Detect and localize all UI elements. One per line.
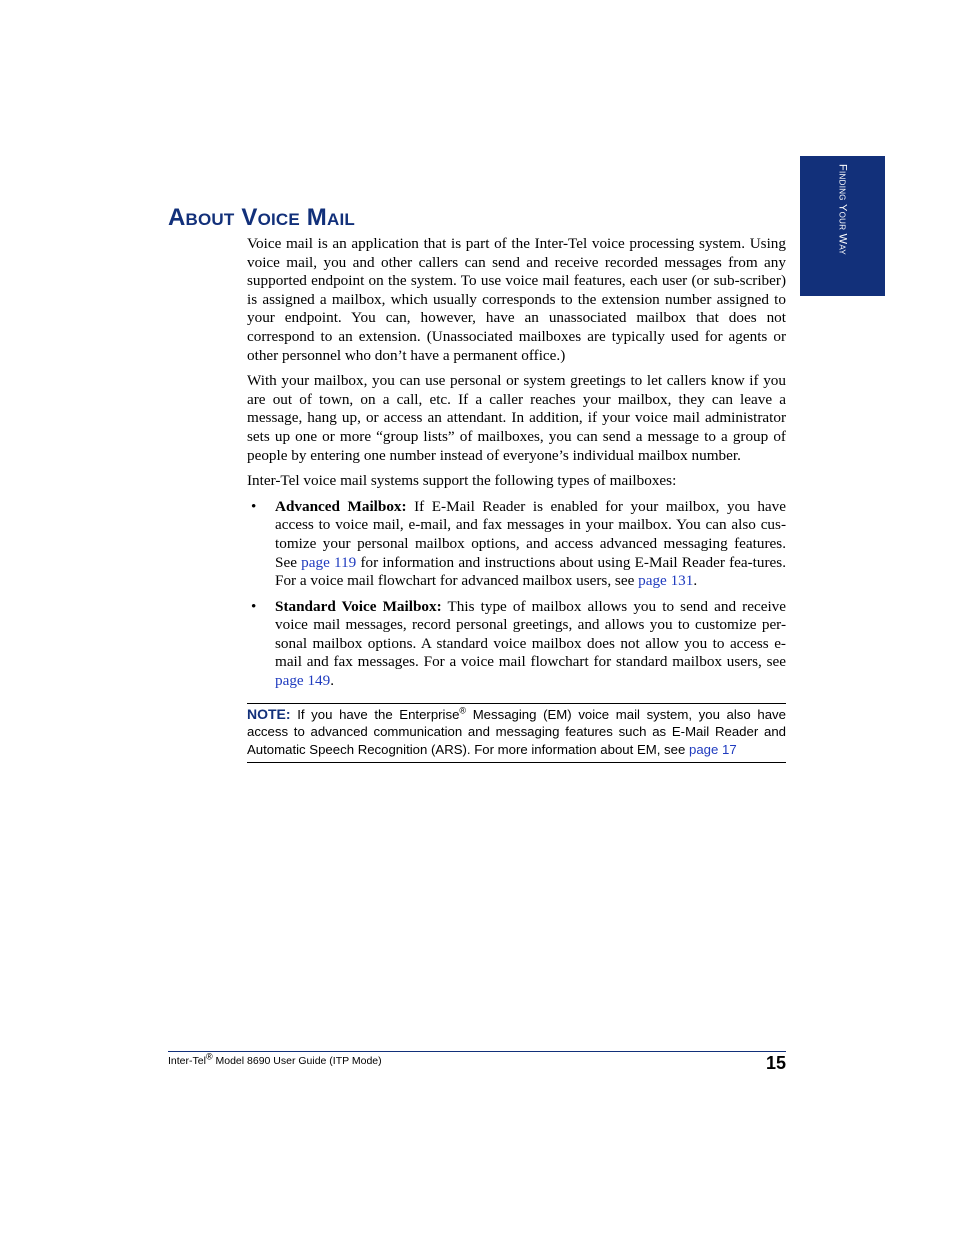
note-text: If you have the Enterprise <box>290 706 460 722</box>
footer-title <box>168 1051 382 1067</box>
bullet-text: If E-Mail Reader is enabled for your mailbox, you have access to voice mail, e-mail, and fax messages in your mailbox. You can also cus-tomize your personal mailbox options, and access advanced messaging features. See <box>275 497 786 571</box>
section-heading: About Voice Mail <box>168 204 355 231</box>
footer-brand: Inter-Tel <box>168 1055 206 1067</box>
bullet-title: Standard Voice Mailbox: <box>275 597 442 615</box>
page-link[interactable]: page 149 <box>275 672 331 690</box>
mailbox-type-list <box>247 498 786 691</box>
bullet-text: This type of mailbox allows you to send and receive voice mail messages, record personal greetings, and allows you to customize per-sonal mailbox options. A standard voice mailbox does not allow you to access e-mail and fax messages. For a voice mail flowchart for standard mailbox users, see <box>275 597 786 671</box>
section-side-tab <box>800 156 885 296</box>
paragraph-types: Inter-Tel voice mail systems support the following types of mailboxes: <box>247 472 677 490</box>
bullet-title: Advanced Mailbox: <box>275 497 407 515</box>
page-number: 15 <box>765 1053 786 1073</box>
footer-doc-name: Model 8690 User Guide (ITP Mode) <box>212 1055 382 1067</box>
note-text: Messaging (EM) voice mail system, you also have access to advanced communication and messaging features such as E-Mail Reader and Automatic Speech Recognition (ARS). For more information about EM, see <box>247 706 786 757</box>
paragraph-mailbox: With your mailbox, you can use personal or system greetings to let callers know if you are out of town, on a call, etc. If a caller reaches your mailbox, they can leave a message, hang up, or access an attendant. In addition, if your voice mail administrator sets up one or more “group lists” of mailboxes, you can send a message to a group of people by entering one number instead of everyone’s individual mailbox number. <box>247 372 786 464</box>
note-box <box>247 703 786 764</box>
footer-divider <box>168 1051 786 1052</box>
bullet-icon: • <box>251 597 257 615</box>
page-link[interactable]: page 119 <box>301 553 357 571</box>
page-link[interactable]: page 131 <box>638 572 694 590</box>
registered-mark: ® <box>205 1051 213 1062</box>
note-label: NOTE: <box>247 705 291 722</box>
bullet-icon: • <box>251 497 257 515</box>
registered-mark: ® <box>459 705 467 716</box>
paragraph-intro: Voice mail is an application that is part of the Inter-Tel voice processing system. Using voice mail, you and other callers can send and receive recorded messages from any supported endpoint on the system. To use voice mail features, each user (or sub-scriber) is assigned a mailbox, which usually corresponds to the extension number assigned to your endpoint. You can, however, have an unassociated mailbox that does not correspond to an extension. (Unassociated mailboxes are typically used for agents or other personnel who don’t have a permanent office.) <box>247 235 786 364</box>
side-tab-label: Finding Your Way <box>836 164 849 256</box>
body-column <box>247 235 786 763</box>
bullet-text: . <box>693 572 698 590</box>
page-link[interactable]: page 17 <box>688 741 737 757</box>
list-item-standard-mailbox <box>247 598 786 691</box>
list-item-advanced-mailbox <box>247 498 786 591</box>
bullet-text: for information and instructions about using E-Mail Reader fea-tures. For a voice mail flowchart for advanced mailbox users, see <box>275 553 787 590</box>
bullet-text: . <box>330 672 335 690</box>
